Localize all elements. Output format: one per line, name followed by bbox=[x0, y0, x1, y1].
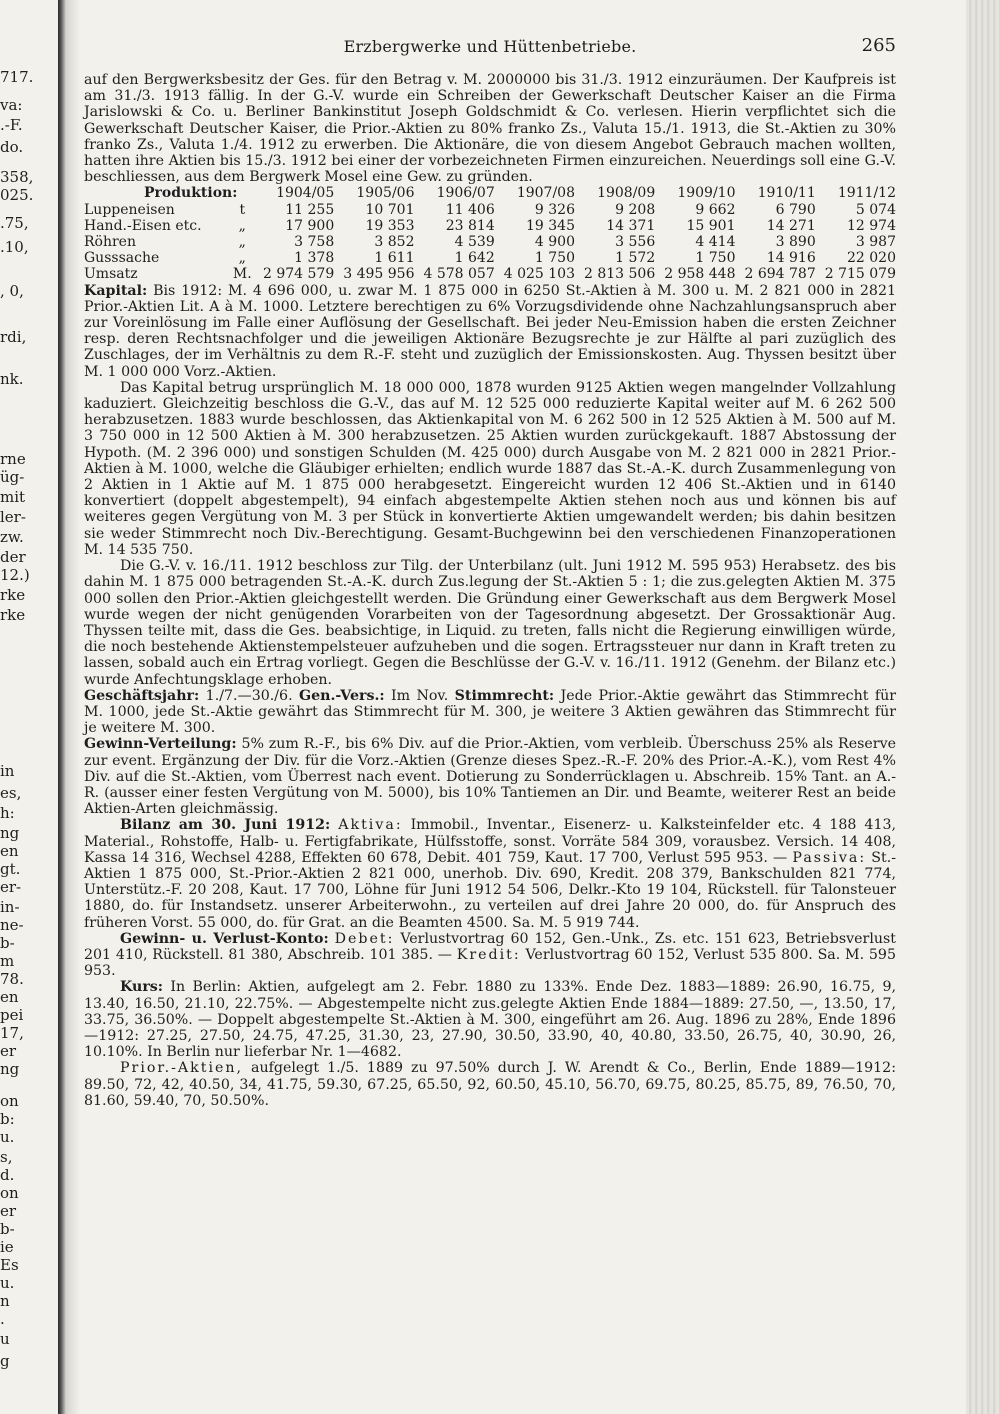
production-cell: 4 539 bbox=[454, 234, 495, 251]
gewinnverteilung-label: Gewinn-Verteilung: bbox=[84, 736, 237, 753]
production-header-row bbox=[84, 185, 896, 201]
kapital-label: Kapital: bbox=[84, 282, 148, 299]
aktiva-text: Immobil., Inventar., Eisenerz- u. Kalksteinfelder etc. 4 188 413, Material., Rohstoffe, Halb- u. Fertigfabrikate, Hülfsstoffe, sonst. Vorräte 584 309, vorausbez. Versich. 14 408, Kassa 14 316, Wechsel 4288, Effekten 60 678, Debit. 401 759, Kaut. 17 700, Verlust 595 953. — bbox=[84, 817, 897, 866]
adjacent-page-text: ler- bbox=[0, 508, 26, 526]
page-gutter bbox=[58, 0, 66, 1414]
production-row-label: Umsatz bbox=[84, 266, 138, 283]
geschaeftsjahr-label: Geschäftsjahr: bbox=[84, 687, 200, 704]
adjacent-page-text: in- bbox=[0, 898, 20, 916]
production-row bbox=[84, 250, 896, 266]
adjacent-page-text: rke bbox=[0, 586, 26, 604]
adjacent-page-text: g bbox=[0, 1352, 10, 1370]
prior-kurs-label: Prior.-Aktien, bbox=[120, 1060, 244, 1077]
production-cell: 19 353 bbox=[365, 217, 415, 234]
production-year: 1904/05 bbox=[276, 185, 335, 202]
production-cell: 22 020 bbox=[847, 250, 896, 267]
adjacent-page-text: b- bbox=[0, 1220, 15, 1238]
debet-text: Verlustvortrag 60 152, Gen.-Unk., Zs. etc. 151 623, Betriebsverlust 201 410, Rückstell. 81 380, Abschreib. 101 385. — bbox=[84, 930, 896, 963]
production-cell: 19 345 bbox=[526, 217, 575, 234]
adjacent-page-text: do. bbox=[0, 138, 24, 156]
adjacent-page-text: on bbox=[0, 1184, 19, 1202]
adjacent-page-text: u bbox=[0, 1330, 10, 1348]
production-cell: 23 814 bbox=[445, 217, 495, 234]
production-cell: 1 378 bbox=[294, 250, 335, 267]
production-row-label: Gusssache bbox=[84, 250, 160, 267]
running-title: Erzbergwerke und Hüttenbetriebe. bbox=[343, 37, 637, 56]
production-year: 1905/06 bbox=[356, 185, 415, 202]
kapital-paragraph bbox=[84, 283, 896, 380]
adjacent-page-text: on bbox=[0, 1092, 19, 1110]
production-cell: 14 916 bbox=[766, 250, 816, 267]
production-row-label: Luppeneisen bbox=[84, 201, 175, 218]
adjacent-page-text: en bbox=[0, 842, 19, 860]
production-table bbox=[84, 185, 896, 282]
adjacent-page-text: ng bbox=[0, 1060, 20, 1078]
production-cell: 4 414 bbox=[695, 234, 736, 251]
production-cell: 1 611 bbox=[374, 250, 415, 267]
adjacent-page-text: 025. bbox=[0, 186, 34, 204]
production-cell: 4 578 057 bbox=[423, 266, 495, 283]
kredit-text: Verlustvortrag 60 152, Verlust 535 800. Sa. M. 595 953. bbox=[84, 946, 896, 980]
production-cell: 10 701 bbox=[365, 201, 415, 218]
page-edge-right bbox=[966, 0, 1000, 1414]
production-cell: 1 750 bbox=[534, 250, 575, 267]
production-year: 1909/10 bbox=[677, 185, 736, 202]
adjacent-page-text: er- bbox=[0, 878, 22, 896]
production-row-unit: t bbox=[239, 201, 246, 218]
kapital-reduction: Die G.-V. v. 16./11. 1912 beschloss zur Tilg. der Unterbilanz (ult. Juni 1912 M. 595 953) Herabsetz. des bis dahin M. 1 875 000 betragenden St.-A.-K. durch Zus.legung der St.-Aktien 5 : 1; die zus.gelegten Aktien M. 375 000 sollen den Prior.-Aktien gleichgestellt werden. Die Gründung einer Gewerkschaft aus dem Bergwerk Mosel wurde wegen der nicht genügenden Vorarbeiten von der Tagesordnung abgesetzt. Der Grossaktionär Aug. Thyssen teilte mit, dass die Ges. beabsichtige, in Liquid. zu treten, falls nicht die Regierung einwilligen würde, die noch bestehende Aktienstempelsteuer aufzuheben und die sogen. Ertragssteuer nur dann in Kraft treten zu lassen, sobald auch ein Ertrag vorliegt. Gegen die Beschlüsse der G.-V. v. 16./11. 1912 (Genehm. der Bilanz etc.) wurde Anfechtungsklage erhoben. bbox=[84, 558, 896, 688]
production-year: 1908/09 bbox=[597, 185, 656, 202]
production-row-unit: „ bbox=[238, 250, 246, 267]
adjacent-page-text: üg- bbox=[0, 468, 25, 486]
production-cell: 1 750 bbox=[695, 250, 736, 267]
stimmrecht-value: Jede Prior.-Aktie gewährt das Stimmrecht für M. 1000, jede St.-Aktie gewährt das Stimmrecht für M. 300, je weitere 3 Aktien gewähren das Stimmrecht für je weitere M. 300. bbox=[84, 687, 896, 737]
production-cell: 3 556 bbox=[615, 234, 656, 251]
adjacent-page-text: es, bbox=[0, 784, 22, 802]
production-cell: 1 572 bbox=[615, 250, 656, 267]
production-row-unit: M. bbox=[232, 266, 252, 283]
production-cell: 3 987 bbox=[855, 234, 896, 251]
page-body bbox=[84, 72, 896, 1109]
adjacent-page-fragment bbox=[0, 0, 40, 1414]
production-row-unit: „ bbox=[238, 234, 246, 251]
production-year: 1906/07 bbox=[436, 185, 495, 202]
adjacent-page-text: .75, bbox=[0, 214, 29, 232]
debet-label: Debet: bbox=[334, 930, 395, 947]
adjacent-page-text: er bbox=[0, 1202, 17, 1220]
production-cell: 2 974 579 bbox=[262, 266, 335, 283]
aktiva-label: Aktiva: bbox=[338, 817, 403, 834]
production-cell: 5 074 bbox=[855, 201, 896, 218]
adjacent-page-text: pei bbox=[0, 1006, 24, 1024]
bilanz-paragraph bbox=[84, 817, 896, 930]
adjacent-page-text: rne bbox=[0, 450, 26, 468]
production-row-unit: „ bbox=[238, 217, 246, 234]
page-header bbox=[84, 37, 896, 59]
production-row bbox=[84, 218, 896, 234]
production-cell: 9 326 bbox=[534, 201, 575, 218]
adjacent-page-text: b- bbox=[0, 934, 15, 952]
adjacent-page-text: . bbox=[0, 1310, 5, 1328]
production-cell: 3 758 bbox=[294, 234, 335, 251]
guv-label: Gewinn- u. Verlust-Konto: bbox=[120, 930, 329, 947]
stimmrecht-label: Stimmrecht: bbox=[454, 687, 555, 704]
production-cell: 12 974 bbox=[847, 217, 896, 234]
adjacent-page-text: , 0, bbox=[0, 282, 24, 300]
production-cell: 9 208 bbox=[615, 201, 656, 218]
adjacent-page-text: Es bbox=[0, 1256, 19, 1274]
kapital-text: Bis 1912: M. 4 696 000, u. zwar M. 1 875 000 in 6250 St.-Aktien à M. 300 u. M. 2 821 000 in 2821 Prior.-Aktien Lit. A à M. 1000. Letztere berechtigen zu 6% Vorzugsdividende ohne Nachzahlungsanspruch aber zur Voreinlösung im Falle einer Auflösung der Gesellschaft. Bei jeder Neu-Emission haben die ersten Zeichner resp. deren Rechtsnachfolger und die jeweiligen Aktionäre Bezugsrechte je zur Hälfte al pari zuzüglich des Zuschlages, der im Verhältnis zu dem R.-F. steht und zuzüglich der Emissionskosten. Aug. Thyssen besitzt über M. 1 000 000 Vorz.-Aktien. bbox=[84, 282, 896, 380]
production-cell: 15 901 bbox=[686, 217, 736, 234]
adjacent-page-text: zw. bbox=[0, 528, 24, 546]
kredit-label: Kredit: bbox=[456, 946, 521, 963]
prior-kurs-paragraph bbox=[84, 1060, 896, 1109]
adjacent-page-text: m bbox=[0, 952, 15, 970]
adjacent-page-text: der bbox=[0, 548, 26, 566]
adjacent-page-text: nk. bbox=[0, 370, 24, 388]
production-cell: 3 890 bbox=[775, 234, 816, 251]
production-cell: 3 852 bbox=[374, 234, 415, 251]
passiva-text: St.-Aktien 1 875 000, St.-Prior.-Aktien 2 821 000, unerhob. Div. 690, Kredit. 208 379, Bankschulden 821 774, Unterstütz.-F. 20 208, Kaut. 17 700, Löhne für Juni 1912 54 506, Delkr.-Kto 19 104, Rückstell. für Talonsteuer 1880, do. für Instandsetz. unserer Arbeiterwohn., zu verteilen auf drei Jahre 20 000, do. für Anspruch des früheren Vorst. 55 000, do. für Grat. an die Beamten 4500. Sa. M. 5 919 744. bbox=[84, 849, 897, 931]
production-cell: 4 025 103 bbox=[503, 266, 575, 283]
production-cell: 6 790 bbox=[775, 201, 816, 218]
adjacent-page-text: .-F. bbox=[0, 116, 23, 134]
adjacent-page-text: 78. bbox=[0, 970, 24, 988]
adjacent-page-text: u. bbox=[0, 1274, 15, 1292]
production-row-label: Röhren bbox=[84, 234, 136, 251]
adjacent-page-text: 17, bbox=[0, 1024, 24, 1042]
production-cell: 9 662 bbox=[695, 201, 736, 218]
adjacent-page-text: d. bbox=[0, 1166, 15, 1184]
adjacent-page-text: ng bbox=[0, 824, 20, 842]
page-number: 265 bbox=[861, 35, 896, 56]
prior-kurs-text: aufgelegt 1./5. 1889 zu 97.50% durch J. W. Arendt & Co., Berlin, Ende 1889—1912: 89.50, 72, 42, 40.50, 34, 41.75, 59.30, 67.25, 65.50, 92, 60.50, 45.10, 56.70, 69.75, 80.25, 85.75, 89, 76.50, 70, 81.60, 59.40, 70, 50.50%. bbox=[84, 1060, 896, 1109]
production-cell: 4 900 bbox=[534, 234, 575, 251]
production-cell: 1 642 bbox=[454, 250, 495, 267]
production-cell: 17 900 bbox=[285, 217, 335, 234]
adjacent-page-text: ne- bbox=[0, 916, 24, 934]
adjacent-page-text: en bbox=[0, 988, 19, 1006]
adjacent-page-text: rke bbox=[0, 606, 26, 624]
kurs-label: Kurs: bbox=[120, 979, 164, 996]
production-row bbox=[84, 266, 896, 282]
gewinnverteilung-paragraph bbox=[84, 736, 896, 817]
adjacent-page-text: .10, bbox=[0, 238, 29, 256]
production-cell: 2 813 506 bbox=[583, 266, 656, 283]
bilanz-label: Bilanz am 30. Juni 1912: bbox=[120, 817, 331, 834]
gutter-shadow bbox=[66, 0, 80, 1414]
production-cell: 3 495 956 bbox=[343, 266, 415, 283]
genvers-label: Gen.-Vers.: bbox=[299, 687, 385, 704]
adjacent-page-text: h: bbox=[0, 804, 15, 822]
adjacent-page-text: va: bbox=[0, 96, 23, 114]
kurs-paragraph bbox=[84, 979, 896, 1060]
production-year: 1907/08 bbox=[516, 185, 575, 202]
adjacent-page-text: n bbox=[0, 1292, 10, 1310]
adjacent-page-text: 717. bbox=[0, 68, 34, 86]
kapital-history: Das Kapital betrug ursprünglich M. 18 000 000, 1878 wurden 9125 Aktien wegen mangelnder Vollzahlung kaduziert. Gleichzeitig beschloss die G.-V., das auf M. 12 525 000 reduzierte Kapital weiter auf M. 6 262 500 herabzusetzen. 1883 wurde beschlossen, das Aktienkapital von M. 6 262 500 in 12 525 Aktien à M. 500 auf M. 3 750 000 in 12 500 Aktien à M. 300 herabzusetzen. 25 Aktien wurden zurückgekauft. 1887 Abstossung der Hypoth. (M. 2 396 000) und sonstigen Schulden (M. 425 000) durch Ausgabe von M. 2 821 000 in 2821 Prior.-Aktien à M. 1000, welche die Gläubiger erhielten; endlich wurde 1887 das St.-A.-K. durch Zusammenlegung von 2 Aktien in 1 Aktie auf M. 1 875 000 herabgesetzt. Eingereicht wurden 12 406 St.-Aktien und in 6140 konvertiert (doppelt abgestempelt), 94 einfach abgestempelte Aktien stehen noch aus und können bis auf weiteres gegen Vergütung von M. 3 per Stück in konvertierte Aktien umgewandelt werden; bis dahin besitzen sie weder Stimmrecht noch Div.-Berechtigung. Gesamt-Buchgewinn bei den verschiedenen Finanzoperationen M. 14 535 750. bbox=[84, 379, 896, 558]
production-cell: 2 694 787 bbox=[744, 266, 816, 283]
guv-paragraph bbox=[84, 931, 896, 980]
production-row-label: Hand.-Eisen etc. bbox=[84, 217, 202, 234]
kurs-text: In Berlin: Aktien, aufgelegt am 2. Febr. 1880 zu 133%. Ende Dez. 1883—1889: 26.90, 16.75, 9, 13.40, 16.50, 21.10, 22.75%. — Abgestempelte nicht zus.gelegte Aktien Ende 1884—1889: 27.50, —, 13.50, 17, 33.75, 36.50%. — Doppelt abgestempelte St.-Aktien à M. 300, eingeführt am 26. Aug. 1896 zu 28%, Ende 1896—1912: 27.25, 27.50, 24.75, 47.25, 31.30, 23, 27.90, 30.50, 33.90, 40, 40.80, 33.50, 26.75, 40, 30.90, 26, 10.10%. In Berlin nur lieferbar Nr. 1—4682. bbox=[84, 979, 896, 1061]
meta-paragraph bbox=[84, 688, 896, 737]
adjacent-page-text: er bbox=[0, 1042, 17, 1060]
production-cell: 11 406 bbox=[445, 201, 495, 218]
adjacent-page-text: rdi, bbox=[0, 328, 27, 346]
adjacent-page-text: gt. bbox=[0, 860, 21, 878]
passiva-label: Passiva: bbox=[792, 849, 867, 866]
adjacent-page-text: b: bbox=[0, 1110, 15, 1128]
adjacent-page-text: ie bbox=[0, 1238, 14, 1256]
adjacent-page-text: 358, bbox=[0, 168, 34, 186]
production-cell: 14 371 bbox=[606, 217, 656, 234]
adjacent-page-text: u. bbox=[0, 1128, 15, 1146]
adjacent-page-text: s, bbox=[0, 1148, 13, 1166]
adjacent-page-text: 12.) bbox=[0, 566, 30, 584]
intro-paragraph: auf den Bergwerksbesitz der Ges. für den Betrag v. M. 2000000 bis 31./3. 1912 einzuräumen. Der Kaufpreis ist am 31./3. 1913 fällig. In der G.-V. wurde ein Schreiben der Gewerkschaft Deutscher Kaiser an die Firma Jarislowski & Co. u. Berliner Bankinstitut Joseph Goldschmidt & Co. verlesen. Hierin verpflichtet sich die Gewerkschaft Deutscher Kaiser, die Prior.-Aktien zu 80% franko Zs., Valuta 15./1. 1913, die St.-Aktien zu 30% franko Zs., Valuta 1./4. 1912 zu erwerben. Die Aktionäre, die von diesem Angebot Gebrauch machen wollten, hatten ihre Aktien bis 15./3. 1912 bei einer der vorbezeichneten Firmen einzureichen. Neuerdings soll eine G.-V. beschliessen, aus dem Bergwerk Mosel eine Gew. zu gründen. bbox=[84, 72, 896, 186]
production-row bbox=[84, 202, 896, 218]
production-cell: 14 271 bbox=[766, 217, 816, 234]
geschaeftsjahr-value: 1./7.—30./6. bbox=[199, 687, 299, 704]
production-cell: 11 255 bbox=[285, 201, 335, 218]
production-year: 1911/12 bbox=[837, 185, 896, 202]
adjacent-page-text: mit bbox=[0, 488, 26, 506]
gewinnverteilung-value: 5% zum R.-F., bis 6% Div. auf die Prior.-Aktien, vom verbleib. Überschuss 25% als Reserve zur event. Ergänzung der Div. für die Vorz.-Aktien (Grenze dieses Spez.-R.-F. 20% des Prior.-A.-K.), vom Rest 4% Div. auf die St.-Aktien, vom Überrest nach event. Dotierung zu Sonderrücklagen u. Abschreib. 15% Tant. an A.-R. (ausser einer festen Vergütung von M. 5000), bis 10% Tantiemen an Dir. und Beamte, weiterer Rest an beide Aktien-Arten gleichmässig. bbox=[84, 736, 896, 818]
production-row bbox=[84, 234, 896, 250]
production-cell: 2 958 448 bbox=[664, 266, 736, 283]
production-year: 1910/11 bbox=[757, 185, 816, 202]
production-label: Produktion: bbox=[144, 185, 238, 202]
genvers-value: Im Nov. bbox=[384, 687, 455, 704]
adjacent-page-text: in bbox=[0, 762, 15, 780]
production-cell: 2 715 079 bbox=[824, 266, 896, 283]
